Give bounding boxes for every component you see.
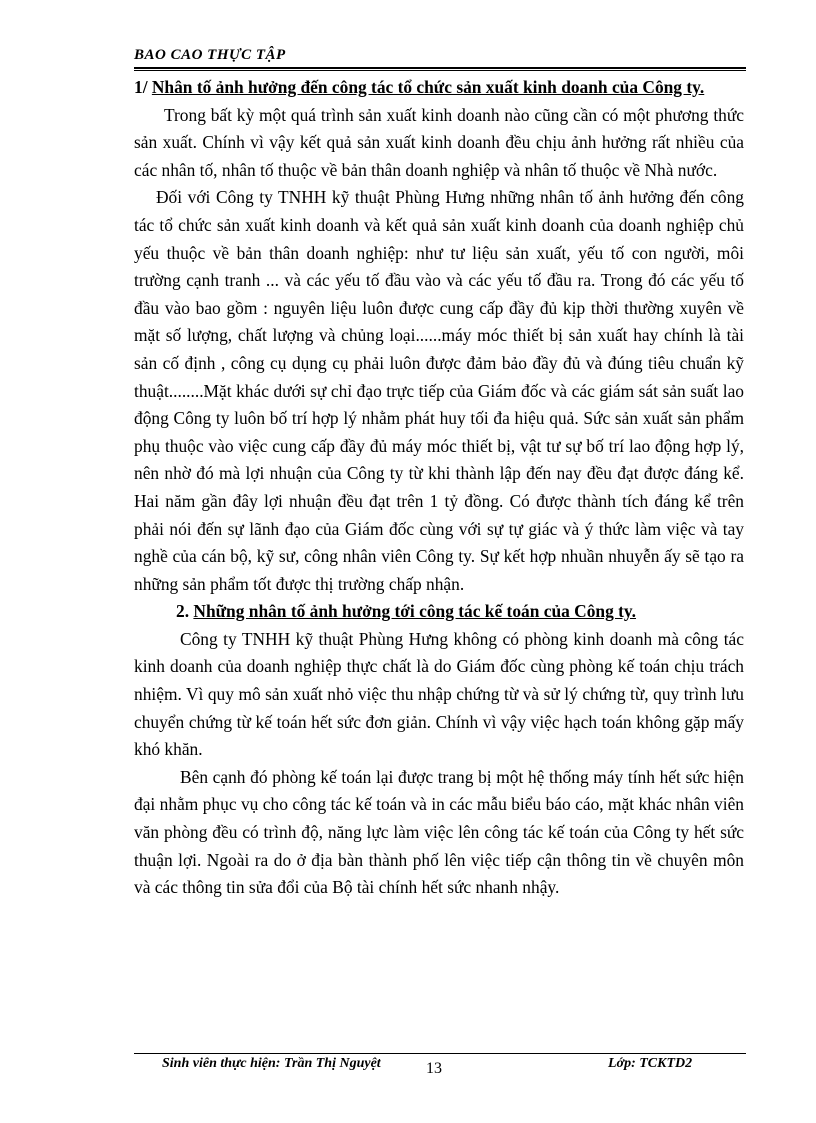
paragraph-4: Bên cạnh đó phòng kế toán lại được trang bị một hệ thống máy tính hết sức hiện đại nhằm phục vụ cho công tác kế toán và in các mẫu biểu báo cáo, mặt khác nhân viên văn phòng đều có trình độ, năng lực làm việc lên công tác kế toán của Công ty hết sức thuận lợi. Ngoài ra do ở địa bàn thành phố lên việc tiếp cận thông tin về chuyên môn và các thông tin sửa đổi của Bộ tài chính hết sức nhanh nhậy. [134, 766, 744, 898]
footer-class: Lớp: TCKTD2 [608, 1056, 693, 1071]
footer-student: Sinh viên thực hiện: Trần Thị Nguyệt [162, 1056, 381, 1071]
section-2-number: 2. [176, 601, 194, 622]
page-number: 13 [426, 1060, 442, 1077]
section-2-title: Những nhân tố ảnh hưởng tới công tác kế toán của Công ty. [193, 601, 637, 622]
paragraph-1: Trong bất kỳ một quá trình sản xuất kinh doanh nào cũng cần có một phương thức sản xuất. Chính vì vậy kết quả sản xuất kinh doanh đều chịu ảnh hưởng rất nhiều của các nhân tố, nhân tố thuộc về bản thân doanh nghiệp và nhân tố thuộc về Nhà nước. [134, 104, 744, 180]
section-1-title: Nhân tố ảnh hưởng đến công tác tổ chức sản xuất kinh doanh của Công ty. [151, 77, 705, 97]
document-body [134, 74, 744, 902]
header-title: BAO CAO THỰC TẬP [134, 47, 286, 63]
section-1-heading [134, 74, 744, 102]
section-1-number: 1/ [134, 77, 152, 97]
paragraph-2: Đối với Công ty TNHH kỹ thuật Phùng Hưng những nhân tố ảnh hưởng đến công tác tổ chức sản xuất kinh doanh và kết quả sản xuất kinh doanh của doanh nghiệp chủ yếu thuộc về bản thân doanh nghiệp: như tư liệu sản xuất, yếu tố con người, môi trường cạnh tranh ... và các yếu tố đầu vào và các yếu tố đầu ra. Trong đó các yếu tố đầu vào bao gồm : nguyên liệu luôn được cung cấp đầy đủ kịp thời thường xuyên về mặt số lượng, chất lượng và chủng loại......máy móc thiết bị sản xuất hay chính là tài sản cố định , công cụ dụng cụ phải luôn được đảm bảo đầy đủ và đúng tiêu chuẩn kỹ thuật........Mặt khác dưới sự chỉ đạo trực tiếp của Giám đốc và các giám sát sản suất lao động Công ty luôn bố trí hợp lý nhằm phát huy tối đa hiệu quả. Sức sản xuất sản phẩm phụ thuộc vào việc cung cấp đầy đủ máy móc thiết bị, vật tư sự bố trí lao động hợp lý, nên nhờ đó mà lợi nhuận của Công ty từ khi thành lập đến nay đều đạt được đáng kể. Hai năm gần đây lợi nhuận đều đạt trên 1 tỷ đồng. Có được thành tích đáng kể trên phải nói đến sự lãnh đạo của Giám đốc cùng với sự tự giác và ý thức làm việc và tay nghề của cán bộ, kỹ sư, công nhân viên Công ty. Sự kết hợp nhuần nhuyễn ấy sẽ tạo ra những sản phẩm tốt được thị trường chấp nhận. [134, 187, 744, 594]
header-rule-thin [134, 70, 746, 71]
section-2-heading [134, 598, 744, 626]
footer-rule [134, 1053, 746, 1054]
paragraph-3: Công ty TNHH kỹ thuật Phùng Hưng không có phòng kinh doanh mà công tác kinh doanh của doanh nghiệp thực chất là do Giám đốc cùng phòng kế toán chịu trách nhiệm. Vì quy mô sản xuất nhỏ việc thu nhập chứng từ và sử lý chứng từ, quy trình lưu chuyển chứng từ kế toán hết sức đơn giản. Chính vì vậy việc hạch toán không gặp mấy khó khăn. [134, 628, 744, 760]
header-rule [134, 67, 746, 69]
